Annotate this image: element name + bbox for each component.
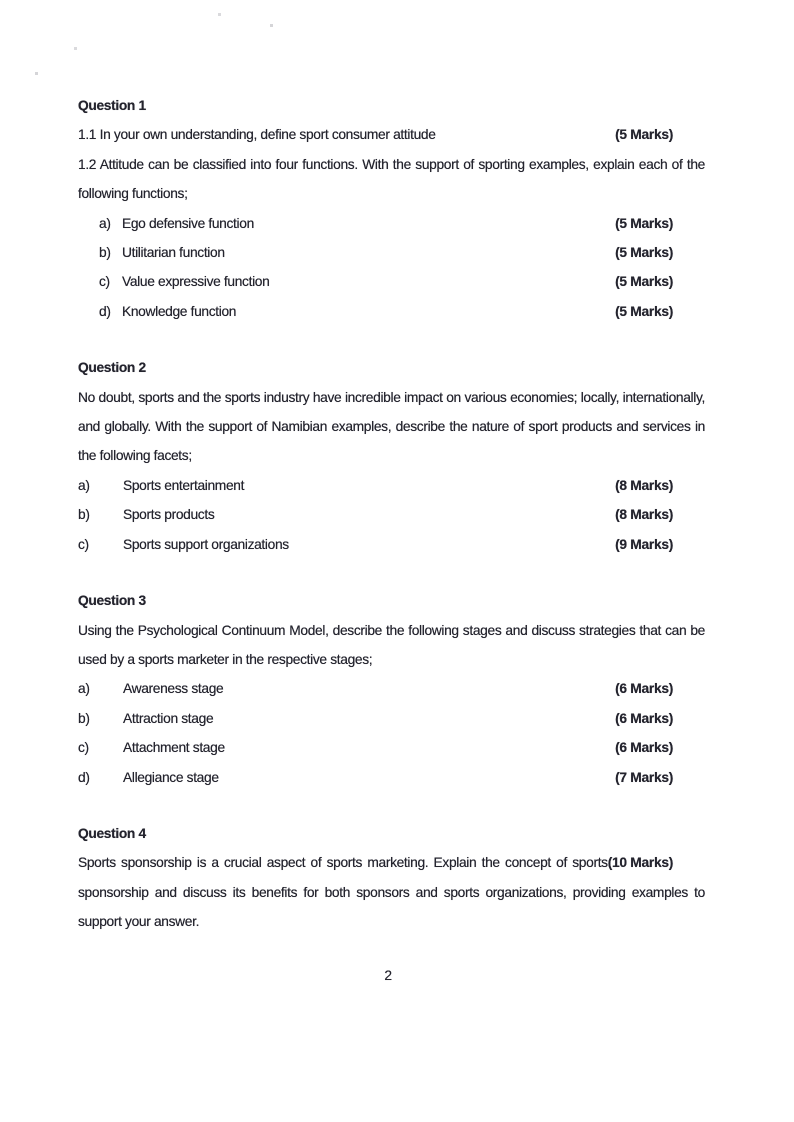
question-1-section (78, 91, 705, 326)
marks-label: (6 Marks) (615, 710, 673, 726)
question-1-1-row (78, 120, 705, 149)
list-marker: b) (78, 507, 90, 523)
list-marker: b) (99, 245, 111, 261)
question-4-marks: (10 Marks) (607, 855, 673, 871)
marks-label: (6 Marks) (615, 681, 673, 697)
list-item-label: Sports entertainment (123, 477, 245, 493)
list-item-label: Allegiance stage (123, 769, 219, 785)
marks-label: (8 Marks) (615, 477, 673, 493)
question-2-heading: Question 2 (78, 360, 146, 376)
list-item (78, 763, 705, 792)
list-item (78, 209, 705, 238)
question-1-heading: Question 1 (78, 98, 146, 113)
list-marker: c) (99, 274, 110, 290)
section-spacer (78, 792, 705, 819)
list-item (78, 674, 705, 703)
list-marker: a) (78, 477, 90, 493)
question-4-paragraph (78, 848, 705, 936)
list-item (78, 733, 705, 762)
page-number: 2 (384, 968, 392, 983)
question-1-1-text: 1.1 In your own understanding, define sport consumer attitude (78, 127, 436, 143)
list-marker: d) (78, 769, 90, 785)
list-item-label: Utilitarian function (122, 245, 225, 261)
list-item-label: Attachment stage (123, 740, 225, 756)
question-1-2-text: 1.2 Attitude can be classified into four functions. With the support of sporting examples, explain each of the following functions; (78, 156, 705, 202)
list-marker: c) (78, 536, 89, 552)
marks-label: (5 Marks) (615, 215, 673, 231)
list-marker: d) (99, 303, 111, 319)
list-item (78, 530, 705, 559)
question-3-heading: Question 3 (78, 593, 146, 609)
question-2-intro: No doubt, sports and the sports industry have incredible impact on various economies; locally, internationally, and globally. With the support of Namibian examples, describe the nature of sport products and services in the following facets; (78, 389, 705, 464)
question-4-heading: Question 4 (78, 825, 146, 841)
marks-label: (8 Marks) (615, 507, 673, 523)
list-item-label: Ego defensive function (122, 215, 254, 231)
marks-label: (9 Marks) (615, 536, 673, 552)
marks-label: (6 Marks) (615, 740, 673, 756)
section-spacer (78, 559, 705, 586)
marks-label: (5 Marks) (615, 274, 673, 290)
list-item-label: Sports support organizations (123, 536, 289, 552)
list-item-label: Attraction stage (123, 710, 214, 726)
question-3-intro: Using the Psychological Continuum Model, describe the following stages and discuss strategies that can be used by a sports marketer in the respective stages; (78, 622, 705, 667)
list-marker: a) (78, 681, 90, 697)
section-spacer (78, 326, 705, 353)
marks-label: (5 Marks) (615, 303, 673, 319)
question-1-1-marks: (5 Marks) (615, 127, 673, 143)
list-item-label: Knowledge function (122, 303, 237, 319)
question-2-section (78, 353, 705, 559)
list-marker: b) (78, 710, 90, 726)
scan-artifact (0, 0, 3, 3)
list-item-label: Value expressive function (122, 274, 270, 290)
list-item (78, 500, 705, 529)
list-item (78, 471, 705, 500)
marks-label: (5 Marks) (615, 245, 673, 261)
question-3-section (78, 586, 705, 792)
marks-label: (7 Marks) (615, 769, 673, 785)
list-item-label: Awareness stage (123, 681, 224, 697)
list-item (78, 267, 705, 296)
list-marker: c) (78, 740, 89, 756)
list-item (78, 297, 705, 326)
question-4-intro: Sports sponsorship is a crucial aspect of sports marketing. Explain the concept of sports sponsorship and discuss its benefits for both sponsors and sports organizations, providing examples to support your answer. (78, 855, 705, 930)
list-item-label: Sports products (123, 507, 215, 523)
list-item (78, 238, 705, 267)
list-marker: a) (99, 215, 111, 231)
list-item (78, 704, 705, 733)
question-4-section (78, 819, 705, 937)
page-content (78, 91, 705, 937)
